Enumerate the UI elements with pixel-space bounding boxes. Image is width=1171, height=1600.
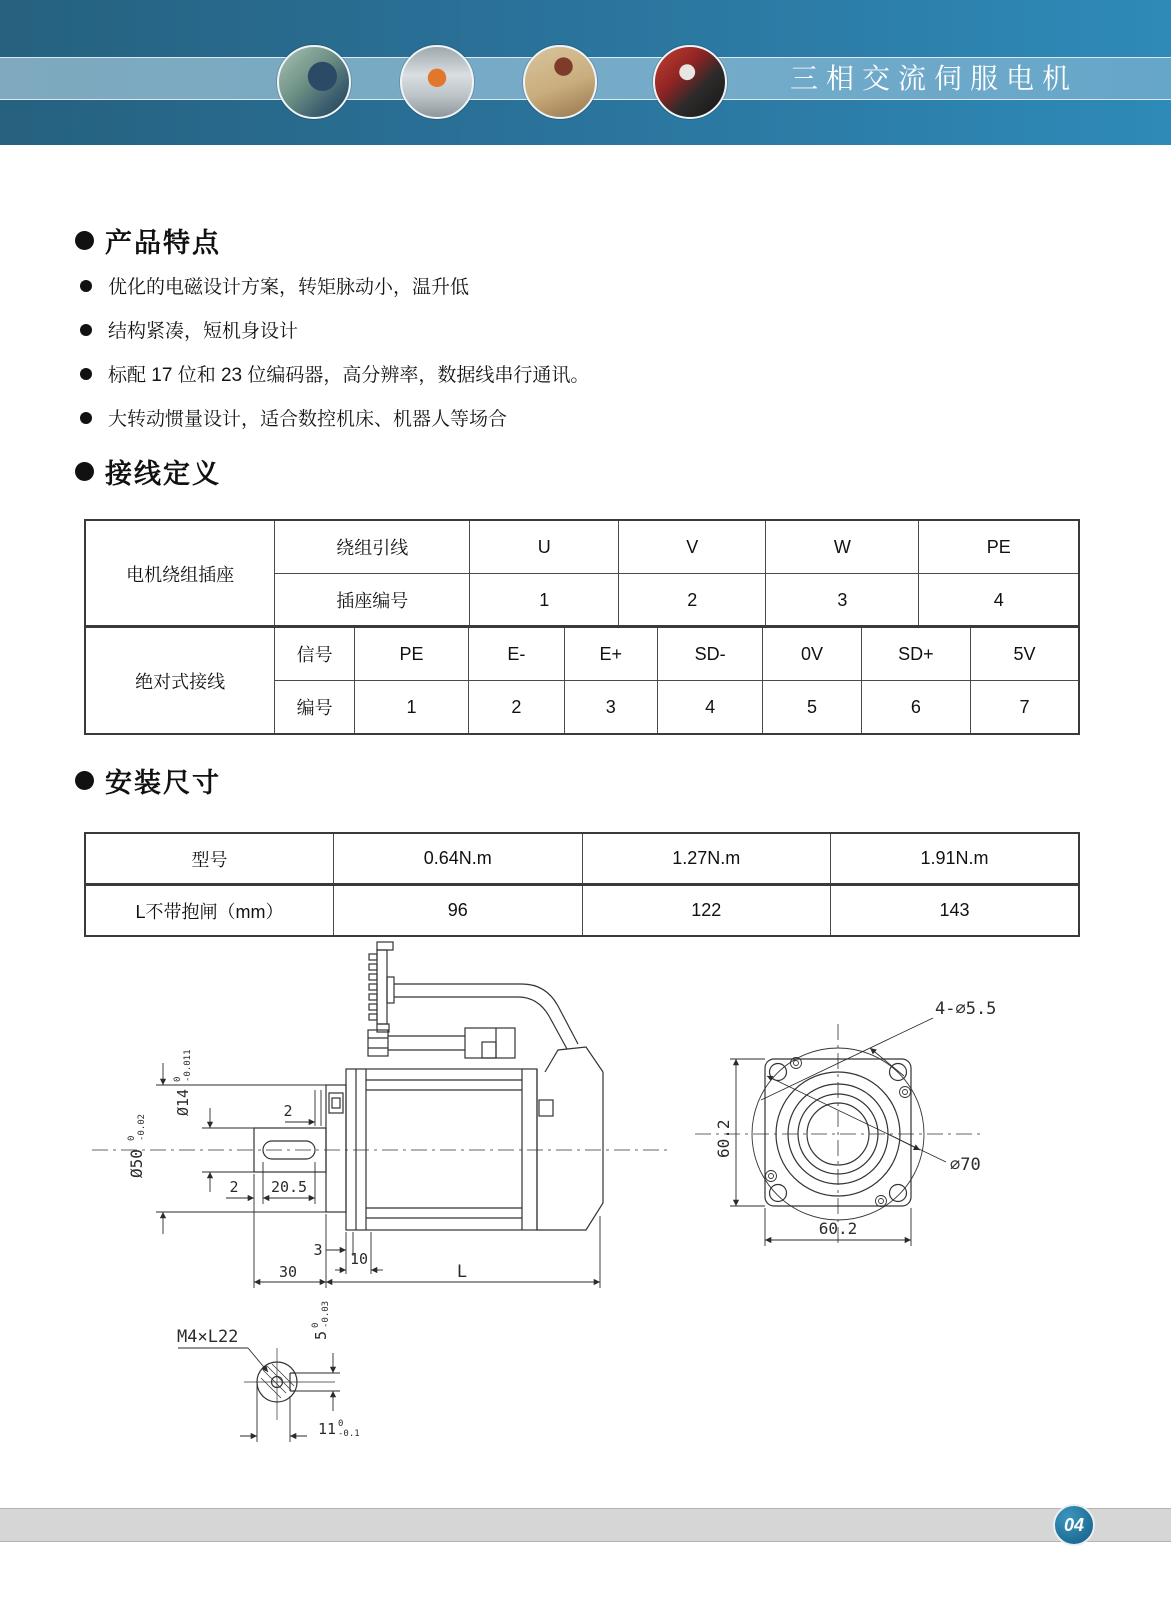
list-bullet-icon [80, 368, 92, 380]
cell: 信号 [275, 627, 355, 681]
page-header-banner [0, 0, 1171, 145]
section-bullet-icon [75, 771, 94, 790]
shaft-end-detail-view [244, 1348, 335, 1420]
thread-callout-label: M4×L22 [177, 1327, 239, 1347]
page-number-badge [1053, 1504, 1095, 1546]
cell: PE [919, 520, 1079, 574]
cell: 5V [971, 627, 1079, 681]
cnc-wood-engraving-photo [523, 45, 597, 119]
mounting-section-title [75, 761, 221, 800]
mounting-hole [770, 1185, 787, 1202]
cell: 型号 [85, 833, 334, 885]
feature-item [80, 360, 589, 387]
cell: E- [469, 627, 564, 681]
worker-operating-machine-photo [277, 45, 351, 119]
svg-text:0: 0 [173, 1076, 183, 1082]
cell: 1 [470, 574, 619, 627]
feature-text: 标配 17 位和 23 位编码器，高分辨率，数据线串行通讯。 [108, 365, 590, 386]
rear-connector-hump [545, 1047, 603, 1072]
cell: 0.64N.m [334, 833, 583, 885]
wiring-table-absolute [84, 625, 1080, 735]
mounting-title-text: 安装尺寸 [105, 768, 221, 798]
page-number: 04 [1063, 1514, 1085, 1535]
cell: 1 [354, 681, 468, 735]
feature-text: 优化的电磁设计方案，转矩脉动小，温升低 [108, 277, 470, 298]
cell: 1.27N.m [582, 833, 831, 885]
svg-text:-0.02: -0.02 [137, 1113, 147, 1141]
motor-side-view [92, 942, 670, 1230]
rear-detail [539, 1100, 553, 1116]
svg-text:Ø50: Ø50 [127, 1149, 146, 1178]
cell: L不带抱闸（mm） [85, 885, 334, 937]
dia14-label [173, 1049, 193, 1116]
dim-label: L [456, 1262, 468, 1282]
circle-callout-label: ∅70 [950, 1155, 981, 1175]
cell: 0V [763, 627, 861, 681]
key-height-label [311, 1301, 331, 1340]
cell: 4 [919, 574, 1079, 627]
cell: 4 [658, 681, 763, 735]
industrial-robot-photo [400, 45, 474, 119]
dim-label: 20.5 [270, 1178, 308, 1196]
cell: 编号 [275, 681, 355, 735]
feature-item [80, 404, 589, 431]
svg-text:Ø14: Ø14 [174, 1088, 192, 1116]
laser-cutting-machine-photo [653, 45, 727, 119]
cell: V [619, 520, 766, 574]
cell: 7 [971, 681, 1079, 735]
list-bullet-icon [80, 280, 92, 292]
dim-label: 3 [313, 1241, 323, 1259]
cable-connector-top [369, 942, 394, 1032]
cell: 143 [831, 885, 1080, 937]
key-width-label [318, 1419, 360, 1439]
section-bullet-icon [75, 462, 94, 481]
svg-text:-0.03: -0.03 [321, 1300, 331, 1328]
wiring-section-title [75, 452, 221, 491]
cable-connector-lower [368, 1028, 515, 1058]
svg-text:11: 11 [318, 1420, 337, 1438]
side-view-dimensions [156, 1063, 600, 1288]
cell: PE [354, 627, 468, 681]
svg-text:0: 0 [127, 1135, 137, 1141]
wiring-title-text: 接线定义 [105, 459, 221, 489]
cell: 2 [469, 681, 564, 735]
cell: SD- [658, 627, 763, 681]
table-row [85, 885, 1079, 937]
footer-bar [0, 1508, 1171, 1542]
detail-dimensions [178, 1348, 340, 1442]
cell: 2 [619, 574, 766, 627]
feature-item [80, 316, 589, 343]
wiring-table-winding [84, 519, 1080, 627]
motor-cable [394, 984, 578, 1044]
dim-height-label [714, 1119, 733, 1158]
dim-label: 2 [229, 1178, 239, 1196]
features-title-text: 产品特点 [105, 228, 221, 258]
feature-text: 结构紧凑，短机身设计 [108, 321, 299, 342]
motor-front-view [695, 1024, 980, 1245]
table-row [85, 833, 1079, 885]
feature-text: 大转动惯量设计，适合数控机床、机器人等场合 [108, 409, 508, 430]
absolute-row-label: 绝对式接线 [85, 627, 275, 735]
table-row [85, 627, 1079, 681]
section-bullet-icon [75, 231, 94, 250]
cell: 3 [766, 574, 919, 627]
page-title: 三相交流伺服电机 [789, 63, 1078, 94]
cell: 6 [861, 681, 970, 735]
detail-dim-text [177, 1301, 360, 1439]
dim-label: 10 [349, 1250, 369, 1268]
cell: 1.91N.m [831, 833, 1080, 885]
cell: 96 [334, 885, 583, 937]
features-list [80, 272, 589, 448]
cell: 5 [763, 681, 861, 735]
mounting-hole [890, 1185, 907, 1202]
svg-text:5: 5 [312, 1330, 330, 1340]
technical-drawing [30, 930, 1140, 1450]
list-bullet-icon [80, 412, 92, 424]
dim-width-label: 60.2 [818, 1219, 858, 1238]
dim-label: 30 [278, 1263, 298, 1281]
cell: 插座编号 [275, 574, 470, 627]
cell: E+ [564, 627, 657, 681]
mounting-table [84, 832, 1080, 937]
cell: 122 [582, 885, 831, 937]
rear-housing [537, 1069, 603, 1230]
table-row [85, 520, 1079, 574]
cell: W [766, 520, 919, 574]
side-view-dim-text [127, 1049, 467, 1282]
dim-label: 2 [283, 1102, 293, 1120]
motor-body [346, 1069, 537, 1230]
svg-text:0: 0 [311, 1322, 321, 1328]
svg-text:60.2: 60.2 [714, 1119, 733, 1158]
svg-text:-0.011: -0.011 [183, 1049, 193, 1082]
svg-text:0: 0 [338, 1419, 344, 1429]
dia50-label [127, 1114, 147, 1178]
flange-detail [329, 1093, 343, 1113]
holes-callout-label: 4-∅5.5 [935, 999, 997, 1019]
flange-detail-inner [332, 1098, 340, 1108]
features-section-title [75, 221, 221, 260]
winding-row-label: 电机绕组插座 [85, 520, 275, 627]
motor-cable [394, 997, 567, 1049]
cell: 绕组引线 [275, 520, 470, 574]
cell: U [470, 520, 619, 574]
list-bullet-icon [80, 324, 92, 336]
feature-item [80, 272, 589, 299]
cell: 3 [564, 681, 657, 735]
svg-text:-0.1: -0.1 [338, 1429, 360, 1439]
cell: SD+ [861, 627, 970, 681]
